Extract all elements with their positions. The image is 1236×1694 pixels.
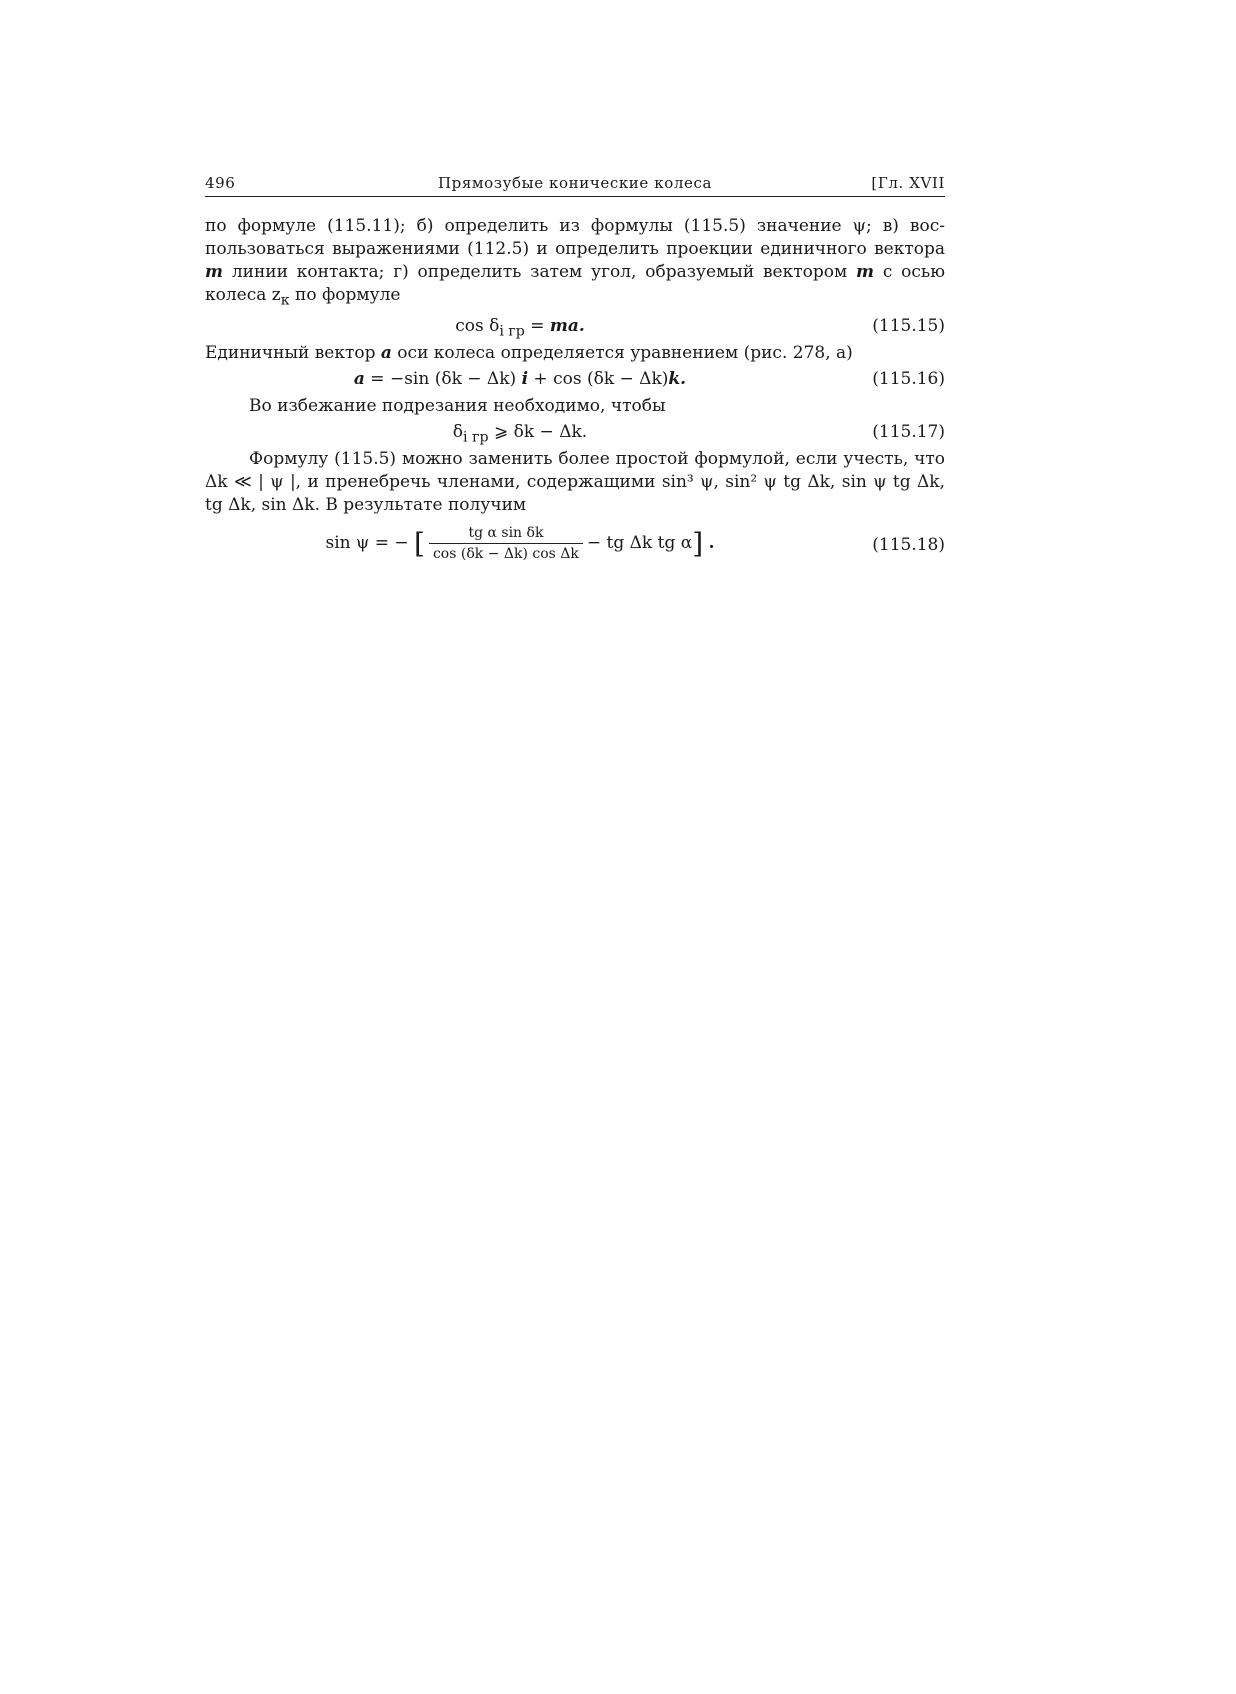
equation-number: (115.16) — [872, 369, 945, 390]
equation-number: (115.17) — [872, 422, 945, 443]
page-header — [205, 170, 945, 197]
book-page — [205, 170, 945, 573]
equation-115-15: $\cos \delta_{i гр}$ = ma. (115.15) — [455, 316, 945, 340]
equation-115-16: a = −sin (δk − Δk) i + cos (δk − Δk)k. (115.16) — [353, 369, 945, 390]
equation-number: (115.15) — [872, 316, 945, 337]
chapter-label: [Гл. XVII — [871, 174, 945, 192]
equation-number: (115.18) — [872, 535, 945, 556]
running-title: Прямозубые конические колеса — [437, 174, 713, 192]
paragraph-4: Формулу (115.5) можно заменить более простой формулой, если учесть, что Δk ≪ | ψ |, и пренебречь членами, содержащими sin³ ψ, sin² ψ tg Δk, sin ψ tg Δk, tg Δk, sin Δk. В результате получим — [205, 449, 945, 516]
fraction: $\frac{\text{tg α sin δk}}{\text{cos (δk − Δk) cos Δk}}$ — [429, 525, 583, 562]
paragraph-2: Единичный вектор a оси колеса определяется уравнением (рис. 278, а) — [205, 343, 853, 364]
equation-115-18: sin ψ = − [ $\frac{\text{tg α sin δk}}{\text{cos (δk − Δk) cos Δk}}$ − tg Δk tg α] . (115.18) — [325, 525, 945, 563]
page-number: 496 — [205, 174, 236, 192]
paragraph-3: Во избежание подрезания необходимо, чтобы — [249, 396, 666, 417]
equation-115-17: $\delta_{i гр}$ ⩾ δk − Δk. (115.17) — [452, 422, 945, 446]
paragraph-1: по формуле (115.11); б) определить из формулы (115.5) значение ψ; в) воспользоваться выражениями (112.5) и определить проекции единичного вектора m линии контакта; г) определить затем угол, образуемый вектором m с осью колеса $z_к$ по формуле — [205, 216, 945, 309]
